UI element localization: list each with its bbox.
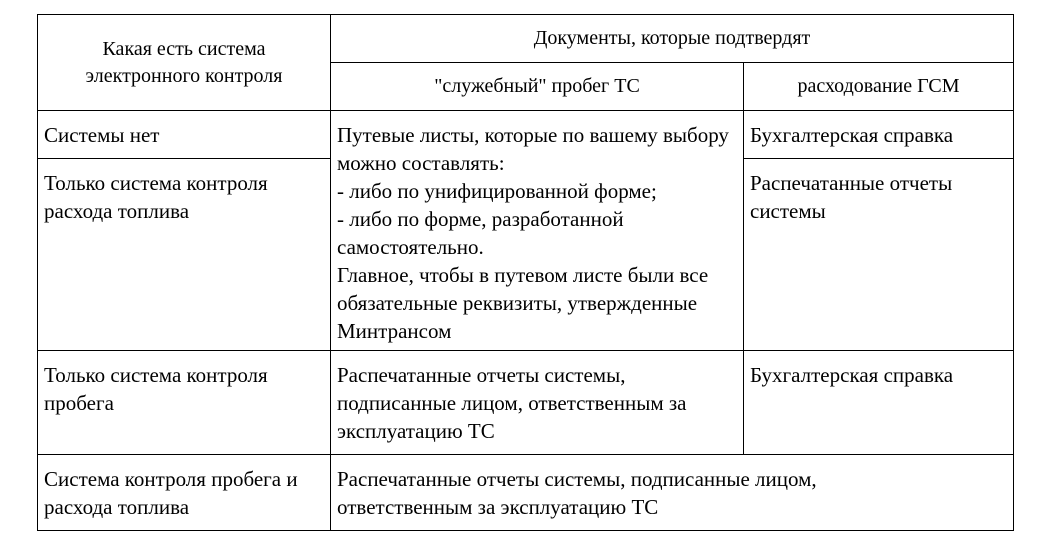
header-system-label: Какая есть система электронного контроля [85,37,283,87]
row4-system-cell [38,455,331,531]
row3-mileage-text: Распечатанные отчеты системы, подписанные лицом, ответственным за эксплуатацию ТС [337,363,687,443]
row2-fuel-cell [744,159,1014,351]
header-documents-label: Документы, которые подтвердят [533,27,811,49]
row3-fuel-cell [744,351,1014,455]
row1-system-text: Системы нет [44,123,160,147]
row3-fuel-text: Бухгалтерская справка [750,363,954,387]
row3-system-cell [38,351,331,455]
header-fuel-cell [744,63,1014,111]
documents-table [37,14,1014,531]
shared-mileage-line4: Главное, чтобы в путевом листе были все обязательные реквизиты, утвержденные Минтрансом [337,263,709,343]
shared-mileage-line2: - либо по унифицированной форме; [337,179,657,203]
header-mileage-cell [331,63,744,111]
shared-mileage-line3: - либо по форме, разработанной самостоятельно. [337,207,624,259]
row2-fuel-text: Распечатанные отчеты системы [750,171,953,223]
row3-mileage-cell [331,351,744,455]
row1-fuel-cell [744,111,1014,159]
row1-fuel-text: Бухгалтерская справка [750,123,954,147]
header-system-cell [38,15,331,111]
row1-system-cell [38,111,331,159]
header-mileage-label: "служебный" пробег ТС [434,75,640,97]
row4-both-cell [331,455,1014,531]
header-documents-cell [331,15,1014,63]
row4-both-text: Распечатанные отчеты системы, подписанные лицом, ответственным за эксплуатацию ТС [337,467,817,519]
header-fuel-label: расходование ГСМ [797,75,960,97]
row2-system-text: Только система контроля расхода топлива [44,171,268,223]
row3-system-text: Только система контроля пробега [44,363,268,415]
shared-mileage-line1: Путевые листы, которые по вашему выбору можно составлять: [337,123,729,175]
row2-system-cell [38,159,331,351]
shared-mileage-cell [331,111,744,351]
row4-system-text: Система контроля пробега и расхода топлива [44,467,298,519]
